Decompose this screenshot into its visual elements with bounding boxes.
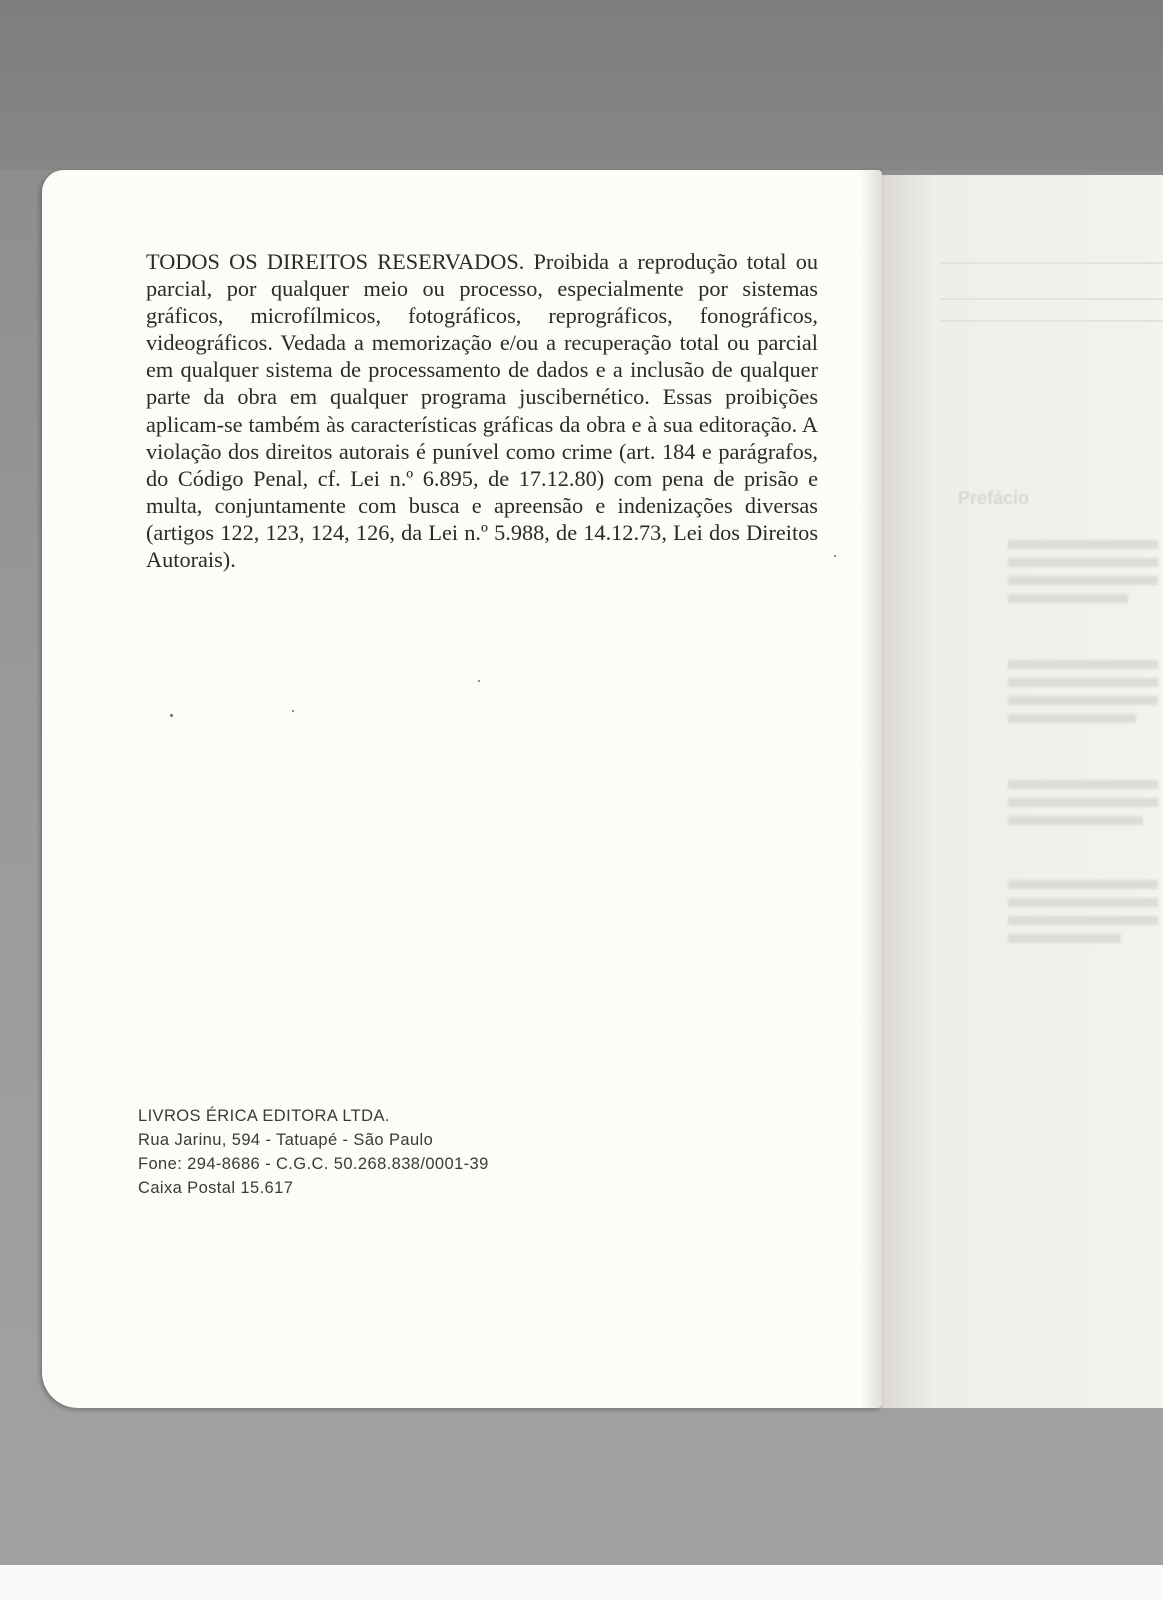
publisher-phone: Fone: 294-8686 - C.G.C. 50.268.838/0001-39 (138, 1155, 489, 1173)
publisher-name: LIVROS ÉRICA EDITORA LTDA. (138, 1107, 390, 1125)
scan-top-margin (0, 0, 1163, 170)
scan-bottom-strip (0, 1565, 1163, 1600)
copyright-notice: TODOS OS DIREITOS RESERVADOS. Proibida a reprodução total ou parcial, por qualquer meio ou processo, especialmente por sistemas gráficos, microfílmicos, fotográficos, reprográficos, fonográficos, videográficos. Vedada a memorização e/ou a recuperação total ou parcial em qualquer sistema de processamento de dados e a inclusão de qualquer parte da obra em qualquer programa juscibernético. Essas proibições aplicam-se também às características gráficas da obra e à sua editoração. A violação dos direitos autorais é punível como crime (art. 184 e parágrafos, do Código Penal, cf. Lei n.º 6.895, de 17.12.80) com pena de prisão e multa, conjuntamente com busca e apreensão e indenizações diversas (artigos 122, 123, 124, 126, da Lei n.º 5.988, de 14.12.73, Lei dos Direitos Autorais). (146, 249, 818, 573)
publisher-block (138, 1104, 658, 1200)
facing-page-paragraph (1008, 660, 1158, 732)
facing-page-paragraph (1008, 780, 1158, 834)
facing-page-heading: Prefácio (958, 488, 1030, 508)
publisher-address: Rua Jarinu, 594 - Tatuapé - São Paulo (138, 1131, 434, 1149)
facing-page-rule (940, 262, 1163, 264)
facing-page-paragraph (1008, 880, 1158, 952)
facing-page-rule (940, 298, 1163, 300)
dust-speck (834, 555, 836, 557)
publisher-postal-box: Caixa Postal 15.617 (138, 1179, 294, 1197)
dust-speck (170, 714, 173, 717)
facing-page-rule (940, 320, 1163, 322)
dust-speck (478, 680, 480, 682)
dust-speck (292, 710, 294, 712)
facing-page-paragraph (1008, 540, 1158, 612)
